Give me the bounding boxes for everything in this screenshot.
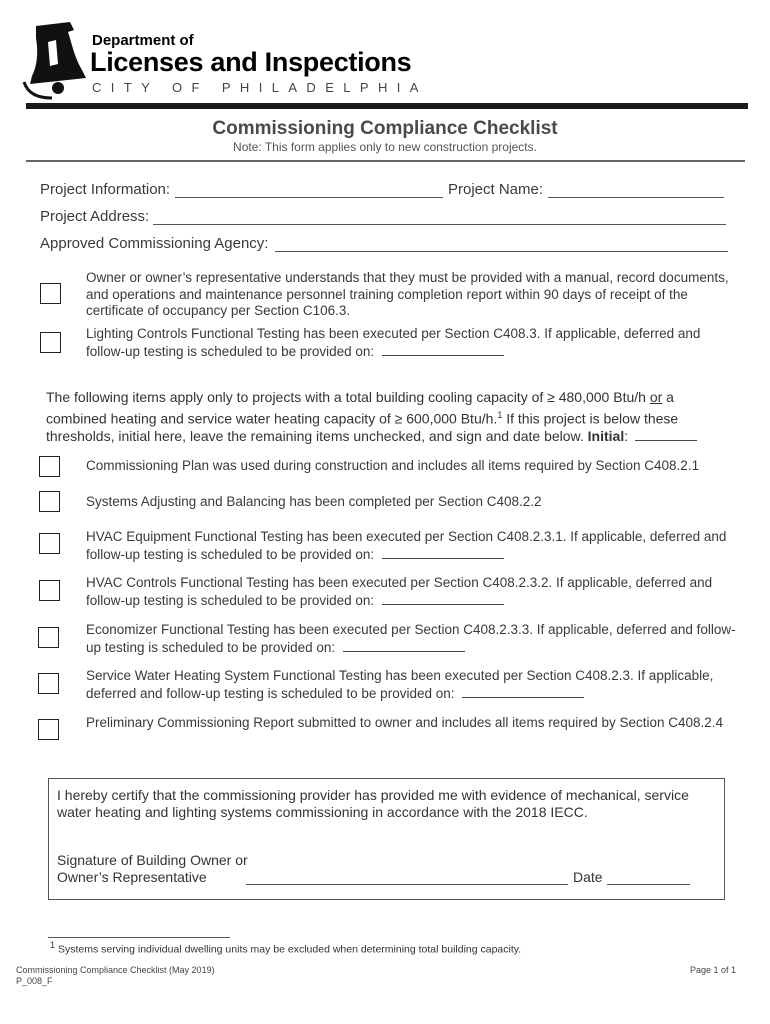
footnote [50,940,521,956]
hvac-controls-date-field[interactable] [382,592,504,605]
initial-colon: : [624,427,629,444]
project-address-field[interactable] [153,224,726,225]
date-field[interactable] [607,884,690,885]
certification-statement: I hereby certify that the commissioning provider has provided me with evidence of mechanical, service water heating and lighting systems commissioning in accordance with the 2018 IECC. [57,787,689,820]
item-hvac-controls-text: HVAC Controls Functional Testing has been executed per Section C408.2.3.2. If applicable, deferred and follow-up testing is scheduled to be provided on: [86,575,713,608]
signature-label-line2: Owner’s Representative [57,869,207,885]
footer-form-name: Commissioning Compliance Checklist (May 2019) [16,965,215,975]
date-label: Date [573,869,603,885]
title-divider [26,160,745,162]
initial-label: Initial [587,427,625,444]
item-preliminary-report-text: Preliminary Commissioning Report submitted to owner and includes all items required by Section C408.2.4 [86,715,724,730]
item-economizer-text: Economizer Functional Testing has been executed per Section C408.2.3.3. If applicable, deferred and follow-up testing is scheduled to be provided on: [86,622,736,655]
item-hvac-equipment [86,529,736,563]
agency-name: Licenses and Inspections [90,47,412,77]
item-adjusting-balancing-text: Systems Adjusting and Balancing has been completed per Section C408.2.2 [86,494,542,509]
project-information-label: Project Information: [40,181,171,198]
initial-field[interactable] [635,428,697,441]
signature-field[interactable] [246,884,568,885]
item-service-water-heating-text: Service Water Heating System Functional Testing has been executed per Section C408.2.3. If applicable, deferred and follow-up testing is scheduled to be provided on: [86,668,714,701]
header-divider [26,103,748,109]
economizer-date-field[interactable] [343,639,465,652]
signature-label-line1: Signature of Building Owner or [57,852,248,868]
threshold-text-b: a combined heating and service water heating capacity of ≥ 600,000 Btu/h. [46,389,674,427]
form-note: Note: This form applies only to new construction projects. [233,140,537,154]
project-address-label: Project Address: [40,208,150,225]
threshold-text-c: If this project is below these thresholds, initial here, leave the remaining items unchecked, and sign and date below. [46,410,679,444]
form-title: Commissioning Compliance Checklist [212,118,558,139]
footnote-number: 1 [50,940,56,950]
project-name-label: Project Name: [448,181,544,198]
threshold-text-a: The following items apply only to projects with a total building cooling capacity of ≥ 480,000 Btu/h [46,389,650,405]
footnote-text: Systems serving individual dwelling units may be excluded when determining total building capacity. [57,943,522,956]
checkbox-service-water-heating[interactable] [38,673,59,694]
checkbox-adjusting-balancing[interactable] [39,491,60,512]
department-label: Department of [92,32,194,49]
liberty-bell-logo-icon [22,22,90,100]
threshold-or: or [649,389,663,405]
footer-form-info [16,965,215,987]
hvac-equipment-date-field[interactable] [382,546,504,559]
item-hvac-controls [86,575,736,609]
service-water-date-field[interactable] [462,685,584,698]
commissioning-agency-label: Approved Commissioning Agency: [40,235,269,252]
item-service-water-heating [86,668,736,702]
item-lighting-controls-text: Lighting Controls Functional Testing has been executed per Section C408.3. If applicable, deferred and follow-up testing is scheduled to be provided on: [86,326,701,359]
project-name-field[interactable] [548,197,724,198]
item-lighting-controls [86,326,736,360]
checkbox-hvac-controls[interactable] [39,580,60,601]
item-commissioning-plan-text: Commissioning Plan was used during construction and includes all items required by Section C408.2.1 [86,458,700,473]
footnote-reference: 1 [497,409,503,420]
city-line: CITY OF PHILADELPHIA [92,80,428,95]
footnote-divider [48,937,230,938]
commissioning-agency-field[interactable] [275,251,728,252]
checkbox-hvac-equipment[interactable] [39,533,60,554]
checkbox-preliminary-report[interactable] [38,719,59,740]
checkbox-om-manual[interactable] [40,283,61,304]
checkbox-lighting-controls[interactable] [40,332,61,353]
project-information-field[interactable] [175,197,443,198]
footer-page-number: Page 1 of 1 [690,965,737,975]
footer-form-code: P_008_F [16,976,53,986]
checkbox-commissioning-plan[interactable] [39,456,60,477]
item-economizer [86,622,736,656]
signature-label [57,852,248,886]
item-om-manual-text: Owner or owner’s representative understands that they must be provided with a manual, record documents, and operations and maintenance personnel training completion report within 90 days of receipt of the certificate of occupancy per Section C106.3. [86,270,729,318]
item-hvac-equipment-text: HVAC Equipment Functional Testing has been executed per Section C408.2.3.1. If applicable, deferred and follow-up testing is scheduled to be provided on: [86,529,727,562]
lighting-date-field[interactable] [382,343,504,356]
threshold-paragraph [46,389,736,445]
checkbox-economizer[interactable] [38,627,59,648]
